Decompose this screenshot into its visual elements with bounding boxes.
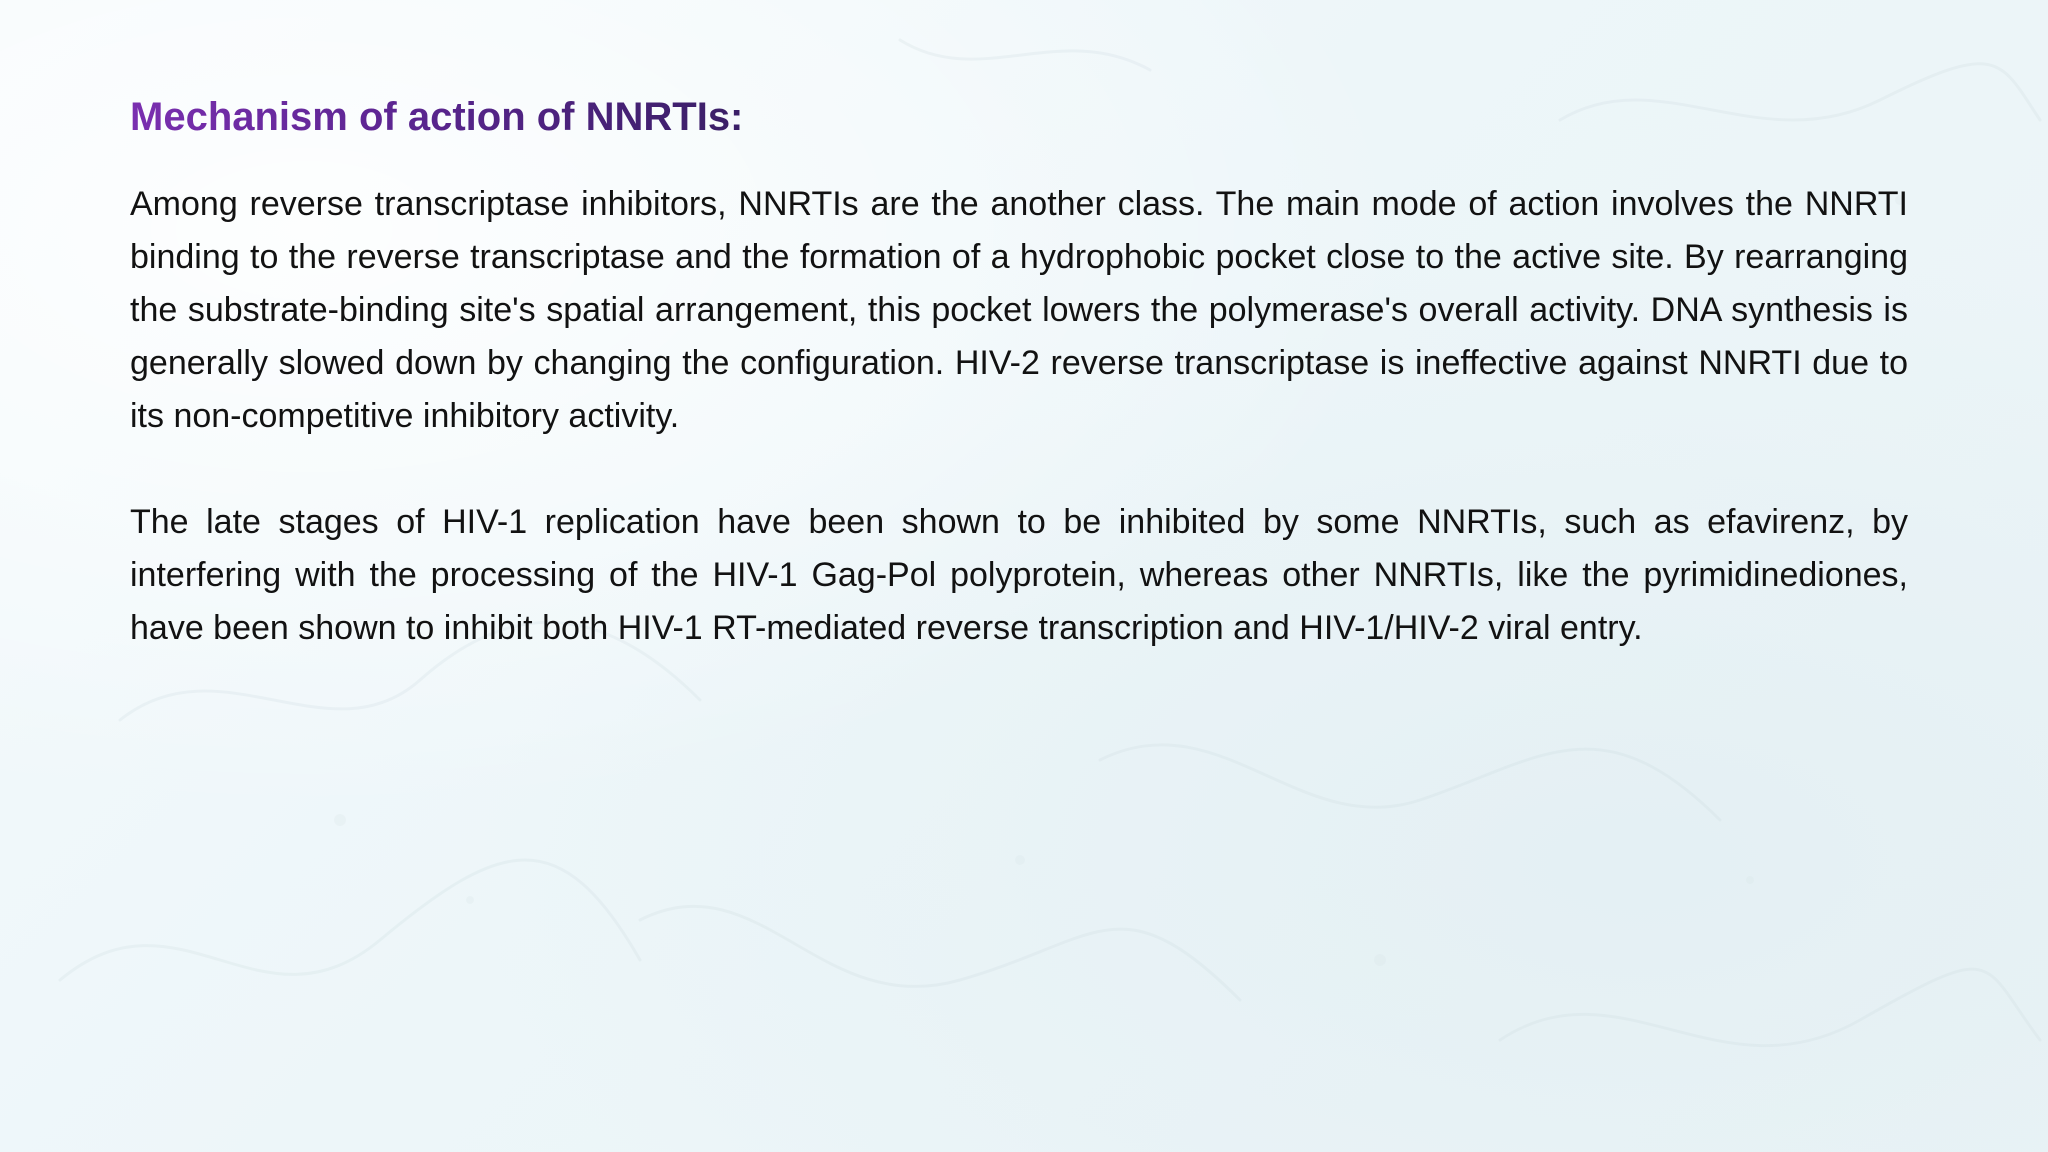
slide-content — [130, 88, 1908, 655]
body-paragraph-2: The late stages of HIV-1 replication have been shown to be inhibited by some NNRTIs, such as efavirenz, by interfering with the processing of the HIV-1 Gag-Pol polyprotein, whereas other NNRTIs, like the pyrimidinediones, have been shown to inhibit both HIV-1 RT-mediated reverse transcription and HIV-1/HIV-2 viral entry. — [130, 503, 1908, 647]
body-paragraph-1: Among reverse transcriptase inhibitors, NNRTIs are the another class. The main mode of action involves the NNRTI binding to the reverse transcriptase and the formation of a hydrophobic pocket close to the active site. By rearranging the substrate-binding site's spatial arrangement, this pocket lowers the polymerase's overall activity. DNA synthesis is generally slowed down by changing the configuration. HIV-2 reverse transcriptase is ineffective against NNRTI due to its non-competitive inhibitory activity. — [130, 185, 1908, 435]
texture-dot — [334, 814, 346, 826]
texture-strand — [60, 860, 640, 980]
texture-dot — [1374, 954, 1386, 966]
texture-strand — [640, 906, 1240, 1000]
slide-title: Mechanism of action of NNRTIs: — [130, 88, 743, 146]
texture-dot — [1015, 855, 1025, 865]
texture-strand — [1500, 969, 2040, 1046]
texture-dot — [466, 896, 474, 904]
texture-strand — [1100, 745, 1720, 820]
texture-dot — [1746, 876, 1754, 884]
texture-strand — [900, 40, 1150, 70]
